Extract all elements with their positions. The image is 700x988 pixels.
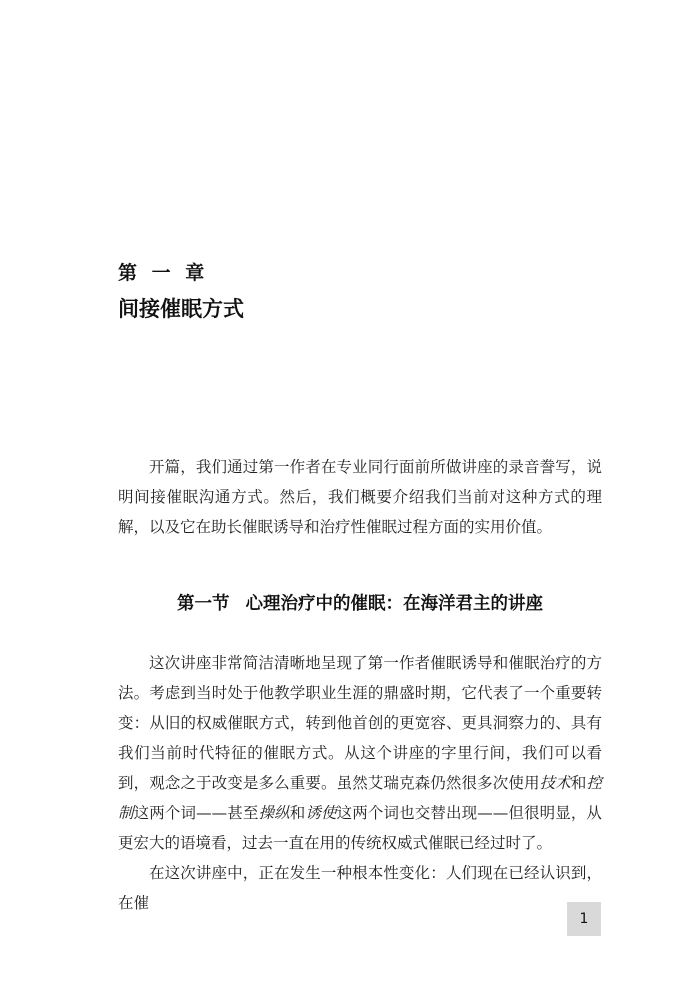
paragraph-text: 这次讲座非常简洁清晰地呈现了第一作者催眠诱导和催眠治疗的方法。考虑到当时处于他教学职业生涯的鼎盛时期，它代表了一个重要转变：从旧的权威催眠方式，转到他首创的更宽容、更具洞察力的、具有我们当前时代特征的催眠方式。从这个讲座的字里行间，我们可以看到，观念之于改变是多么重要。虽然艾瑞克森仍然很多次使用 [118, 654, 602, 792]
body-paragraph-2: 在这次讲座中，正在发生一种根本性变化：人们现在已经认识到，在催 [118, 864, 602, 912]
intro-paragraph: 开篇，我们通过第一作者在专业同行面前所做讲座的录音誊写，说明间接催眠沟通方式。然后，我们概要介绍我们当前对这种方式的理解，以及它在助长催眠诱导和治疗性催眠过程方面的实用价值。 [118, 458, 602, 536]
intro-paragraph-block [118, 452, 602, 542]
body-paragraph-1 [118, 648, 602, 858]
paragraph-text: 这两个词——甚至 [133, 804, 259, 822]
chapter-title: 间接催眠方式 [118, 297, 244, 321]
body-text-block [118, 648, 602, 918]
paragraph-text: 和 [570, 774, 587, 792]
page-number-box [567, 902, 601, 936]
emphasis-term: 操纵 [258, 804, 290, 822]
paragraph-text: 和 [289, 804, 306, 822]
emphasis-term: 诱使 [305, 804, 337, 822]
paragraph-text: 这两个词也交替出现——但很明显，从更宏大的语境看，过去一直在用的传统权威式催眠已经过时了。 [118, 804, 602, 852]
page-number: 1 [579, 911, 589, 927]
chapter-number: 第 一 章 [118, 262, 209, 284]
section-title: 心理治疗中的催眠：在海洋君主的讲座 [245, 594, 543, 614]
section-heading [118, 590, 602, 615]
section-number: 第一节 [177, 594, 230, 614]
emphasis-term: 控制 [118, 774, 602, 822]
emphasis-term: 技术 [539, 774, 571, 792]
